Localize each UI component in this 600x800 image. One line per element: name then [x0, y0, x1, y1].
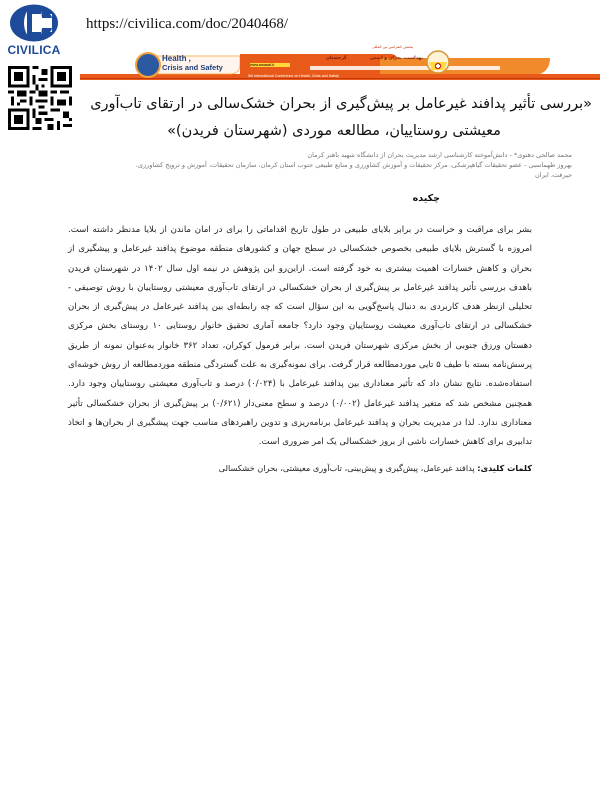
conference-banner-graphic [80, 44, 600, 90]
author-line: جیرفت، ایران [534, 171, 572, 179]
banner-health: Health , [162, 54, 191, 63]
banner-website: www.amaaaf.ir [250, 63, 275, 67]
paper-title-line-2: معیشتی روستاییان، مطالعه موردی (شهرستان فریدن)» [167, 123, 501, 139]
document-url[interactable]: https://civilica.com/doc/2040468/ [86, 16, 289, 32]
keywords-list: پدافند غیرعامل، پیش‌گیری و پیش‌بینی، تاب‌آوری معیشتی، بحران خشکسالی [218, 463, 478, 473]
abstract-heading: چکیده [412, 193, 440, 204]
author-line: بهروز طهماسبی - عضو تحقیقات گیاهپزشکی، مرکز تحقیقات و آموزش کشاورزی و منابع طبیعی جنوب استان کرمان، سازمان تحقیقات، آموزش و ترویج کشاورزی، [135, 161, 572, 169]
paper-title-line-1: «بررسی تأثیر پدافند غیرعامل بر پیش‌گیری از بحران خشک‌سالی در ارتقای تاب‌آوری [90, 96, 592, 112]
banner-city-fa: گرجستان [326, 56, 347, 61]
abstract-text: بشر برای مراقبت و حراست در برابر بلایای طبیعی در طول تاریخ اقداماتی را برای در امان ماندن از بلایا مدنظر داشته است. امروزه با گسترش بلایای طبیعی بخصوص خشکسالی در سطح جهان و کشورهای منطقه موضوع پدافند غیرعامل و پیشگیری از بحران و کاهش خسارات اهمیت بیشتری به خود گرفته است. ازاین‌رو این پژوهش در نیمه اول سال ۱۴۰۲ در شهرستان فریدن باهدف بررسی تأثیر پدافند غیرعامل بر پیش‌گیری از بحران خشکسالی در ارتقای تاب‌آوری معیشتی روستاییان با روش توصیفی - تحلیلی ازنظر هدف کاربردی به دنبال پاسخ‌گویی به این سؤال است که چه رابطه‌ای بین پدافند غیرعامل در پیش‌گیری از بحران خشکسالی در ارتقای تاب‌آوری معیشت روستاییان وجود دارد؟ جامعه آماری تحقیق خانوار روستایی ۱۰ روستای بخش مرکزی دهستان ورزق جنوبی از بخش مرکزی شهرستان فریدن است. برابر فرمول کوکران، تعداد ۳۶۲ خانوار به‌عنوان نمونه از طریق پرسش‌نامه بسته با طیف ۵ تایی موردمطالعه قرار گرفت. برای نمونه‌گیری به علت گستردگی منطقه موردمطالعه از روش خوشه‌ای استفاده‌شده. نتایج نشان داد که تأثیر معناداری بین پدافند غیرعامل با (۰/۰۲۴) درصد و تاب‌آوری معیشتی روستاییان وجود دارد. همچنین مشخص شد که متغیر پدافند غیرعامل (۰/۰۰۲) درصد و سطح معنی‌دار (۰/۶۲۱) بر پیش‌گیری از بحران خشکسالی تأثیر معناداری ندارد. لذا در مدیریت بحران و پدافند غیرعامل برنامه‌ریزی و تدوین راهبردهای مناسب جهت پیشگیری از بحران‌ها و اتخاذ تدابیری برای کاهش خسارات ناشی از بروز خشکسالی یک امر ضروری است. [68, 225, 533, 448]
author-list [70, 150, 572, 180]
abstract-body [68, 221, 532, 453]
banner-conference-full-en: 5th International Conference on Health, Crisis and Safety [248, 74, 339, 78]
qr-code-icon [8, 66, 72, 130]
civilica-logo[interactable] [4, 4, 64, 56]
qr-code [8, 66, 72, 130]
civilica-c-icon [9, 4, 59, 42]
author-line: محمد صالحی دهنوی* - دانش‌آموخته کارشناسی ارشد مدیریت بحران از دانشگاه شهید باهنر کرمان [307, 151, 572, 159]
keywords [150, 463, 532, 473]
conference-banner [80, 44, 600, 90]
banner-conference-fa-top: پنجمین کنفرانس بین المللی [372, 45, 414, 49]
keywords-label: کلمات کلیدی: [477, 463, 532, 473]
paper-title [76, 91, 592, 145]
banner-crisis-safety: Crisis and Safety [162, 63, 223, 72]
logo-text: CIVILICA [7, 43, 61, 57]
banner-conference-fa: بهداشت، بحران و ایمنی [370, 56, 423, 61]
